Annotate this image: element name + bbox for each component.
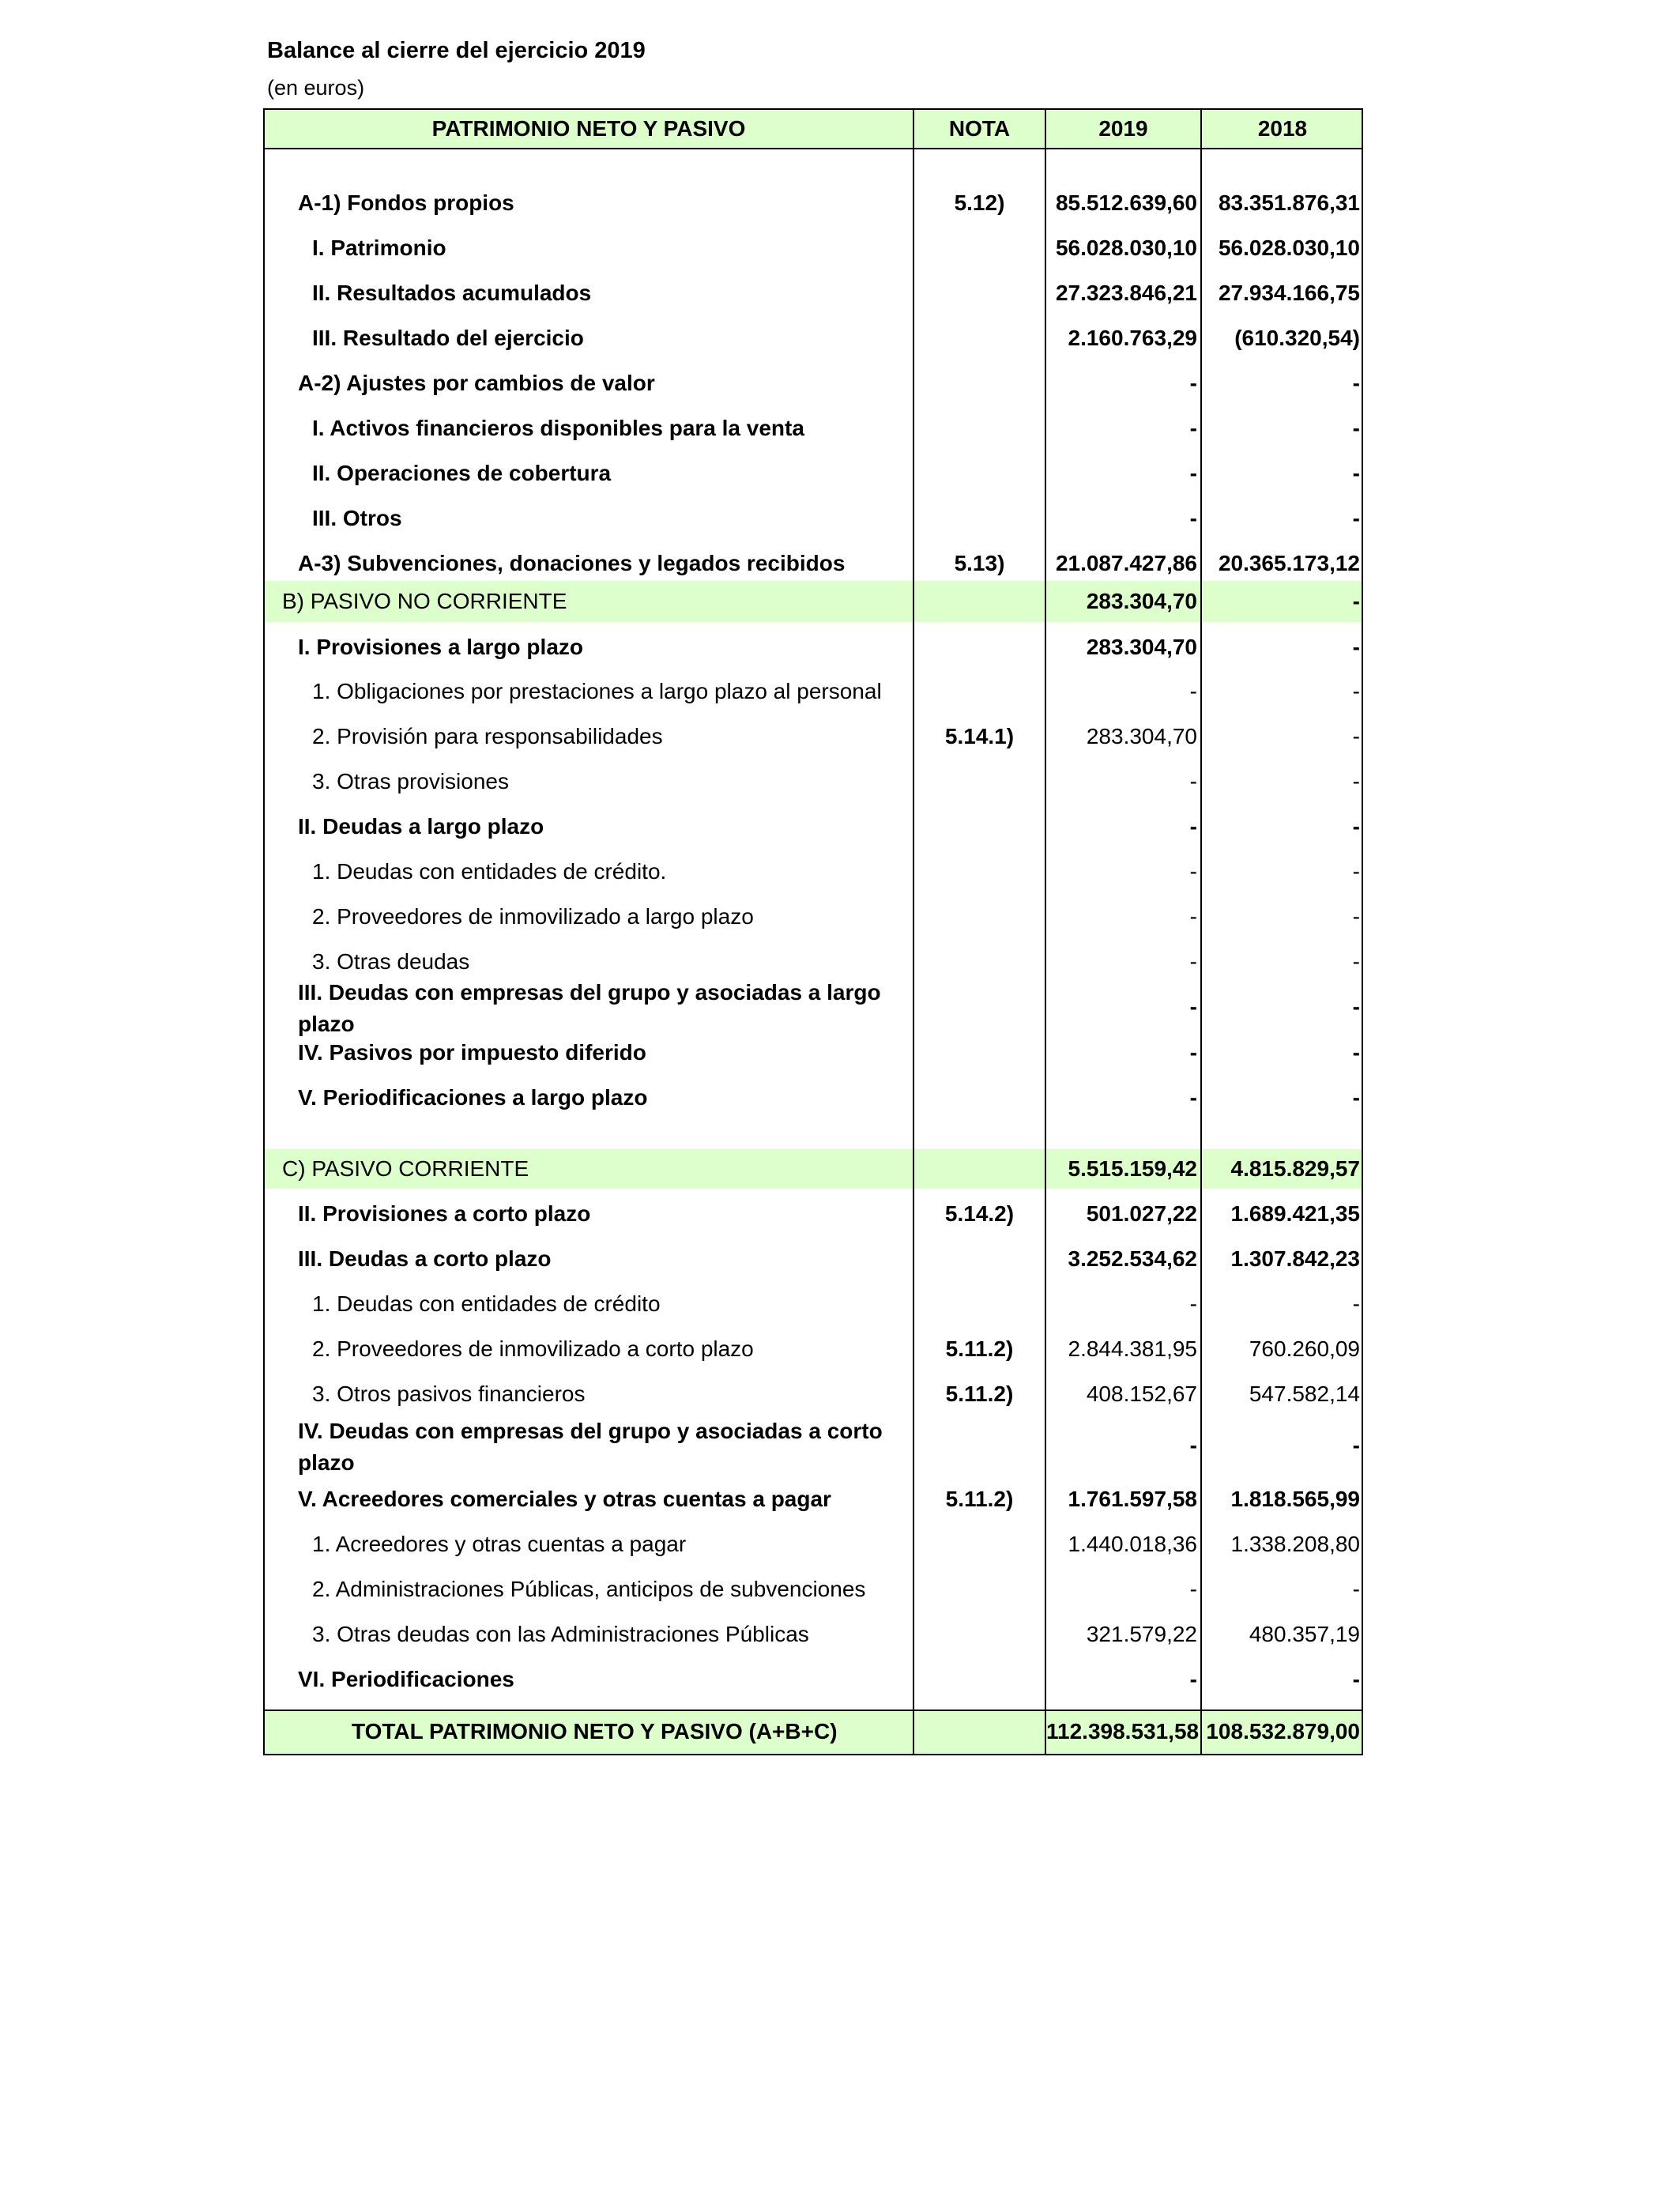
row-label: I. Patrimonio <box>312 236 446 260</box>
row-value-2018: - <box>1352 589 1360 613</box>
row-label: 2. Provisión para responsabilidades <box>312 724 663 748</box>
row-value-2019: - <box>1189 904 1197 929</box>
row-value-2019: 27.323.846,21 <box>1055 281 1197 305</box>
row-value-2018: 83.351.876,31 <box>1218 190 1360 215</box>
row-value-2018: (610.320,54) <box>1234 326 1360 350</box>
row-value-2019: - <box>1189 679 1197 703</box>
row-value-2018: 20.365.173,12 <box>1218 551 1360 575</box>
row-value-2019: 283.304,70 <box>1086 635 1197 659</box>
row-label: II. Provisiones a corto plazo <box>298 1201 591 1226</box>
row-label: III. Deudas con empresas del grupo y asociadas a largo plazo <box>298 980 881 1036</box>
row-value-2019: 2.844.381,95 <box>1068 1336 1197 1361</box>
row-value-2019: 321.579,22 <box>1086 1622 1197 1646</box>
row-note: 5.12) <box>954 190 1005 215</box>
row-value-2018: - <box>1352 635 1360 659</box>
row-value-2018: - <box>1352 461 1360 485</box>
row-value-2018: - <box>1352 416 1360 440</box>
row-value-2019: - <box>1189 371 1197 395</box>
row-value-2018: - <box>1352 679 1360 703</box>
row-value-2019: - <box>1189 506 1197 530</box>
row-note: 5.13) <box>954 551 1005 575</box>
row-value-2019: - <box>1189 814 1197 839</box>
row-label: A-1) Fondos propios <box>298 190 514 215</box>
row-label: IV. Deudas con empresas del grupo y asociadas a corto plazo <box>298 1419 883 1475</box>
row-value-2018: 760.260,09 <box>1249 1336 1360 1361</box>
row-value-2019: 85.512.639,60 <box>1055 190 1197 215</box>
row-value-2019: 408.152,67 <box>1086 1382 1197 1406</box>
row-value-2018: - <box>1352 1085 1360 1110</box>
row-note: 5.14.1) <box>944 724 1015 748</box>
row-value-2019: - <box>1189 1577 1197 1601</box>
row-note: 5.14.2) <box>944 1201 1015 1226</box>
row-value-2018: - <box>1352 506 1360 530</box>
row-value-2018: - <box>1352 1433 1360 1457</box>
row-value-2019: - <box>1189 994 1197 1019</box>
row-label: IV. Pasivos por impuesto diferido <box>298 1040 646 1065</box>
row-value-2019: - <box>1189 859 1197 884</box>
row-label: 1. Obligaciones por prestaciones a largo plazo al personal <box>312 679 882 703</box>
row-value-2018: - <box>1352 1040 1360 1065</box>
document-unit: (en euros) <box>267 76 365 100</box>
document-title: Balance al cierre del ejercicio 2019 <box>267 38 646 63</box>
row-label: 3. Otras deudas <box>312 949 470 974</box>
row-label: A-3) Subvenciones, donaciones y legados recibidos <box>298 551 846 575</box>
row-value-2019: - <box>1189 1667 1197 1691</box>
row-value-2018: - <box>1352 1291 1360 1316</box>
row-value-2019: 5.515.159,42 <box>1068 1156 1197 1181</box>
row-note: 5.11.2) <box>945 1336 1014 1361</box>
row-label: V. Periodificaciones a largo plazo <box>298 1085 648 1110</box>
row-value-2019: 21.087.427,86 <box>1055 551 1197 575</box>
row-value-2019: - <box>1189 769 1197 794</box>
header-2018: 2018 <box>1257 116 1308 141</box>
row-value-2018: - <box>1352 949 1360 974</box>
row-label: 1. Deudas con entidades de crédito <box>312 1291 661 1316</box>
row-label: 1. Deudas con entidades de crédito. <box>312 859 667 884</box>
row-value-2018: 27.934.166,75 <box>1218 281 1360 305</box>
total-2019: 112.398.531,58 <box>1046 1719 1200 1744</box>
row-label: I. Provisiones a largo plazo <box>298 635 583 659</box>
row-label: II. Deudas a largo plazo <box>298 814 544 839</box>
row-value-2018: - <box>1352 1577 1360 1601</box>
row-value-2018: 1.818.565,99 <box>1230 1487 1360 1511</box>
row-label: VI. Periodificaciones <box>298 1667 514 1691</box>
row-label: III. Deudas a corto plazo <box>298 1246 552 1271</box>
row-label: 1. Acreedores y otras cuentas a pagar <box>312 1532 687 1556</box>
row-value-2019: - <box>1189 416 1197 440</box>
total-rule <box>265 1710 1362 1711</box>
row-label: 3. Otras provisiones <box>312 769 509 794</box>
row-value-2019: 3.252.534,62 <box>1068 1246 1197 1271</box>
row-value-2018: - <box>1352 904 1360 929</box>
row-value-2018: - <box>1352 994 1360 1019</box>
section-label: C) PASIVO CORRIENTE <box>282 1156 529 1181</box>
row-note: 5.11.2) <box>945 1487 1014 1511</box>
section-label: B) PASIVO NO CORRIENTE <box>282 589 567 613</box>
row-value-2019: 501.027,22 <box>1086 1201 1197 1226</box>
balance-table <box>263 108 1363 1755</box>
row-label: A-2) Ajustes por cambios de valor <box>298 371 655 395</box>
total-2018: 108.532.879,00 <box>1206 1719 1360 1744</box>
row-label: 3. Otras deudas con las Administraciones Públicas <box>312 1622 809 1646</box>
row-label: I. Activos financieros disponibles para la venta <box>312 416 804 440</box>
total-label: TOTAL PATRIMONIO NETO Y PASIVO (A+B+C) <box>352 1719 838 1744</box>
row-value-2019: 1.761.597,58 <box>1068 1487 1197 1511</box>
header-rule <box>265 148 1362 149</box>
row-value-2019: - <box>1189 1085 1197 1110</box>
row-label: 2. Proveedores de inmovilizado a corto plazo <box>312 1336 754 1361</box>
header-note: NOTA <box>948 116 1011 141</box>
row-value-2019: 56.028.030,10 <box>1055 236 1197 260</box>
row-value-2019: 1.440.018,36 <box>1068 1532 1197 1556</box>
row-value-2019: 2.160.763,29 <box>1068 326 1197 350</box>
row-value-2018: - <box>1352 371 1360 395</box>
row-value-2018: 1.307.842,23 <box>1230 1246 1360 1271</box>
row-value-2019: 283.304,70 <box>1086 724 1197 748</box>
row-label: II. Resultados acumulados <box>312 281 592 305</box>
row-value-2018: - <box>1352 1667 1360 1691</box>
row-value-2018: 480.357,19 <box>1249 1622 1360 1646</box>
row-value-2018: - <box>1352 769 1360 794</box>
row-value-2018: 56.028.030,10 <box>1218 236 1360 260</box>
row-value-2019: - <box>1189 461 1197 485</box>
row-label: II. Operaciones de cobertura <box>312 461 612 485</box>
row-value-2019: - <box>1189 949 1197 974</box>
row-value-2018: 4.815.829,57 <box>1230 1156 1360 1181</box>
row-value-2018: 547.582,14 <box>1249 1382 1360 1406</box>
row-label: V. Acreedores comerciales y otras cuentas a pagar <box>298 1487 831 1511</box>
row-value-2019: - <box>1189 1291 1197 1316</box>
row-label: 3. Otros pasivos financieros <box>312 1382 586 1406</box>
row-value-2018: 1.689.421,35 <box>1230 1201 1360 1226</box>
row-note: 5.11.2) <box>945 1382 1014 1406</box>
row-value-2018: - <box>1352 814 1360 839</box>
row-value-2019: - <box>1189 1040 1197 1065</box>
row-label: 2. Proveedores de inmovilizado a largo plazo <box>312 904 754 929</box>
row-label: III. Resultado del ejercicio <box>312 326 584 350</box>
row-value-2019: - <box>1189 1433 1197 1457</box>
header-2019: 2019 <box>1098 116 1148 141</box>
row-value-2018: - <box>1352 859 1360 884</box>
row-value-2018: 1.338.208,80 <box>1230 1532 1360 1556</box>
row-value-2018: - <box>1352 724 1360 748</box>
row-value-2019: 283.304,70 <box>1086 589 1197 613</box>
row-label: III. Otros <box>312 506 402 530</box>
header-concept: PATRIMONIO NETO Y PASIVO <box>431 116 746 141</box>
row-label: 2. Administraciones Públicas, anticipos de subvenciones <box>312 1577 866 1601</box>
